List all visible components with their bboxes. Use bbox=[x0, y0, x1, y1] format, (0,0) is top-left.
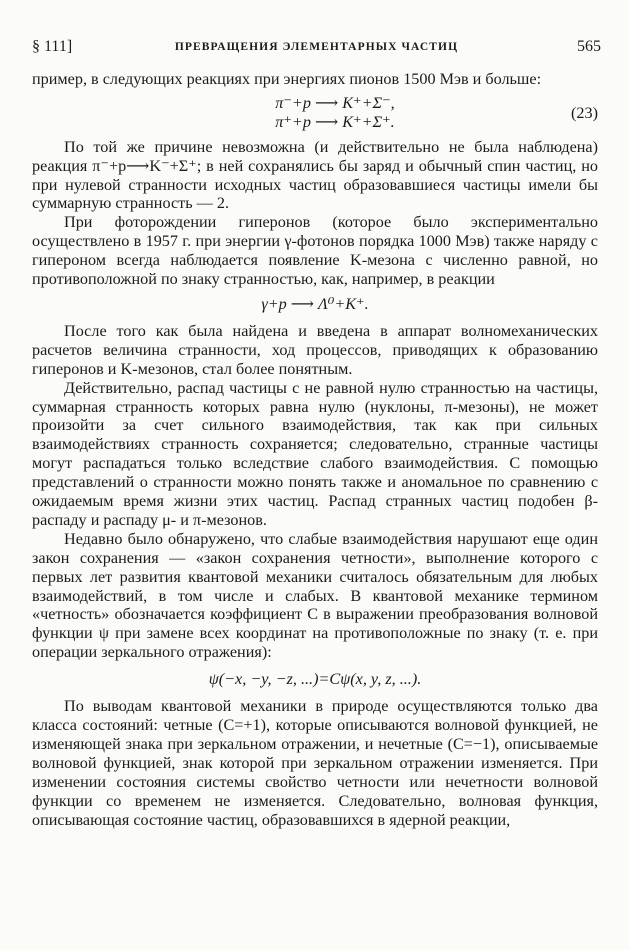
paragraph: По выводам квантовой механики в природе осуществляются только два класса состояний: четные (C=+1), которые описываются волновой функцией, не изменяющей знака при зеркальном отражении, и нечетные (C=−1), описываемые волновой функцией, знак которой при зеркальном отражении изменяется. При изменении состояния системы свойство четности или нечетности волновой функции со временем не изменяется. Следовательно, волновая функция, описывающая состояние частиц, образовавшихся в ядерной реакции, bbox=[32, 697, 598, 829]
paragraph: По той же причине невозможна (и действительно не была наблюдена) реакция π⁻+p⟶K⁻+Σ⁺; в ней сохранялись бы заряд и обычный спин частиц, но при нулевой странности исходных частиц образовавшиеся частицы имели бы суммарную странность — 2. bbox=[32, 137, 598, 213]
page-number: 565 bbox=[577, 38, 601, 55]
running-title: ПРЕВРАЩЕНИЯ ЭЛЕМЕНТАРНЫХ ЧАСТИЦ bbox=[174, 41, 459, 53]
paragraph: При фоторождении гиперонов (которое было экспериментально осуществлено в 1957 г. при энергии γ-фотонов порядка 1000 Мэв) также наряду с гипероном всегда наблюдается появление K-мезона с численно равной, но противоположной по знаку странностью, как, например, в реакции bbox=[32, 213, 598, 289]
parity-formula: ψ(−x, −y, −z, ...)=Cψ(x, y, z, ...). bbox=[208, 670, 422, 689]
paragraph: Недавно было обнаружено, что слабые взаимодействия нарушают еще один закон сохранения — «закон сохранения четности», выполнение которого с первых лет развития квантовой механики считалось обязательным для любых взаимодействий, в том числе и слабых. В квантовой механике термином «четность» обозначается коэффициент C в выражении преобразования волновой функции ψ при замене всех координат на противоположные по знаку (т. е. при операции зеркального отражения): bbox=[32, 529, 598, 662]
paragraph: Действительно, распад частицы с не равной нулю странностью на частицы, суммарная странность которых равна нулю (нуклоны, π-мезоны), не может произойти за счет сильного взаимодействия, так как при сильных взаимодействиях странность сохраняется; следовательно, странные частицы могут распадаться только вследствие слабого взаимодействия. С помощью представлений о странности можно понять также и аномальное по сравнению с ожидаемым время жизни этих частиц. Распад странных частиц подобен β-распаду и распаду μ- и π-мезонов. bbox=[32, 378, 598, 529]
page-body bbox=[32, 70, 598, 829]
section-marker: § 111] bbox=[32, 38, 73, 55]
equation-23-line-2: π⁺+p ⟶ K⁺+Σ⁺. bbox=[275, 112, 395, 131]
equation-number: (23) bbox=[571, 103, 598, 122]
equation-23-line-1: π⁻+p ⟶ K⁺+Σ⁻, bbox=[275, 93, 395, 112]
equation-23 bbox=[32, 94, 598, 132]
reaction-formula: γ+p ⟶ Λ⁰+K⁺. bbox=[261, 294, 369, 313]
paragraph-continuation: пример, в следующих реакциях при энергиях пионов 1500 Мэв и больше: bbox=[32, 70, 542, 88]
running-header bbox=[32, 38, 601, 60]
paragraph: После того как была найдена и введена в аппарат волномеханических расчетов величина странности, ход процессов, приводящих к образованию гиперонов и K-мезонов, стал более понятным. bbox=[32, 321, 598, 378]
